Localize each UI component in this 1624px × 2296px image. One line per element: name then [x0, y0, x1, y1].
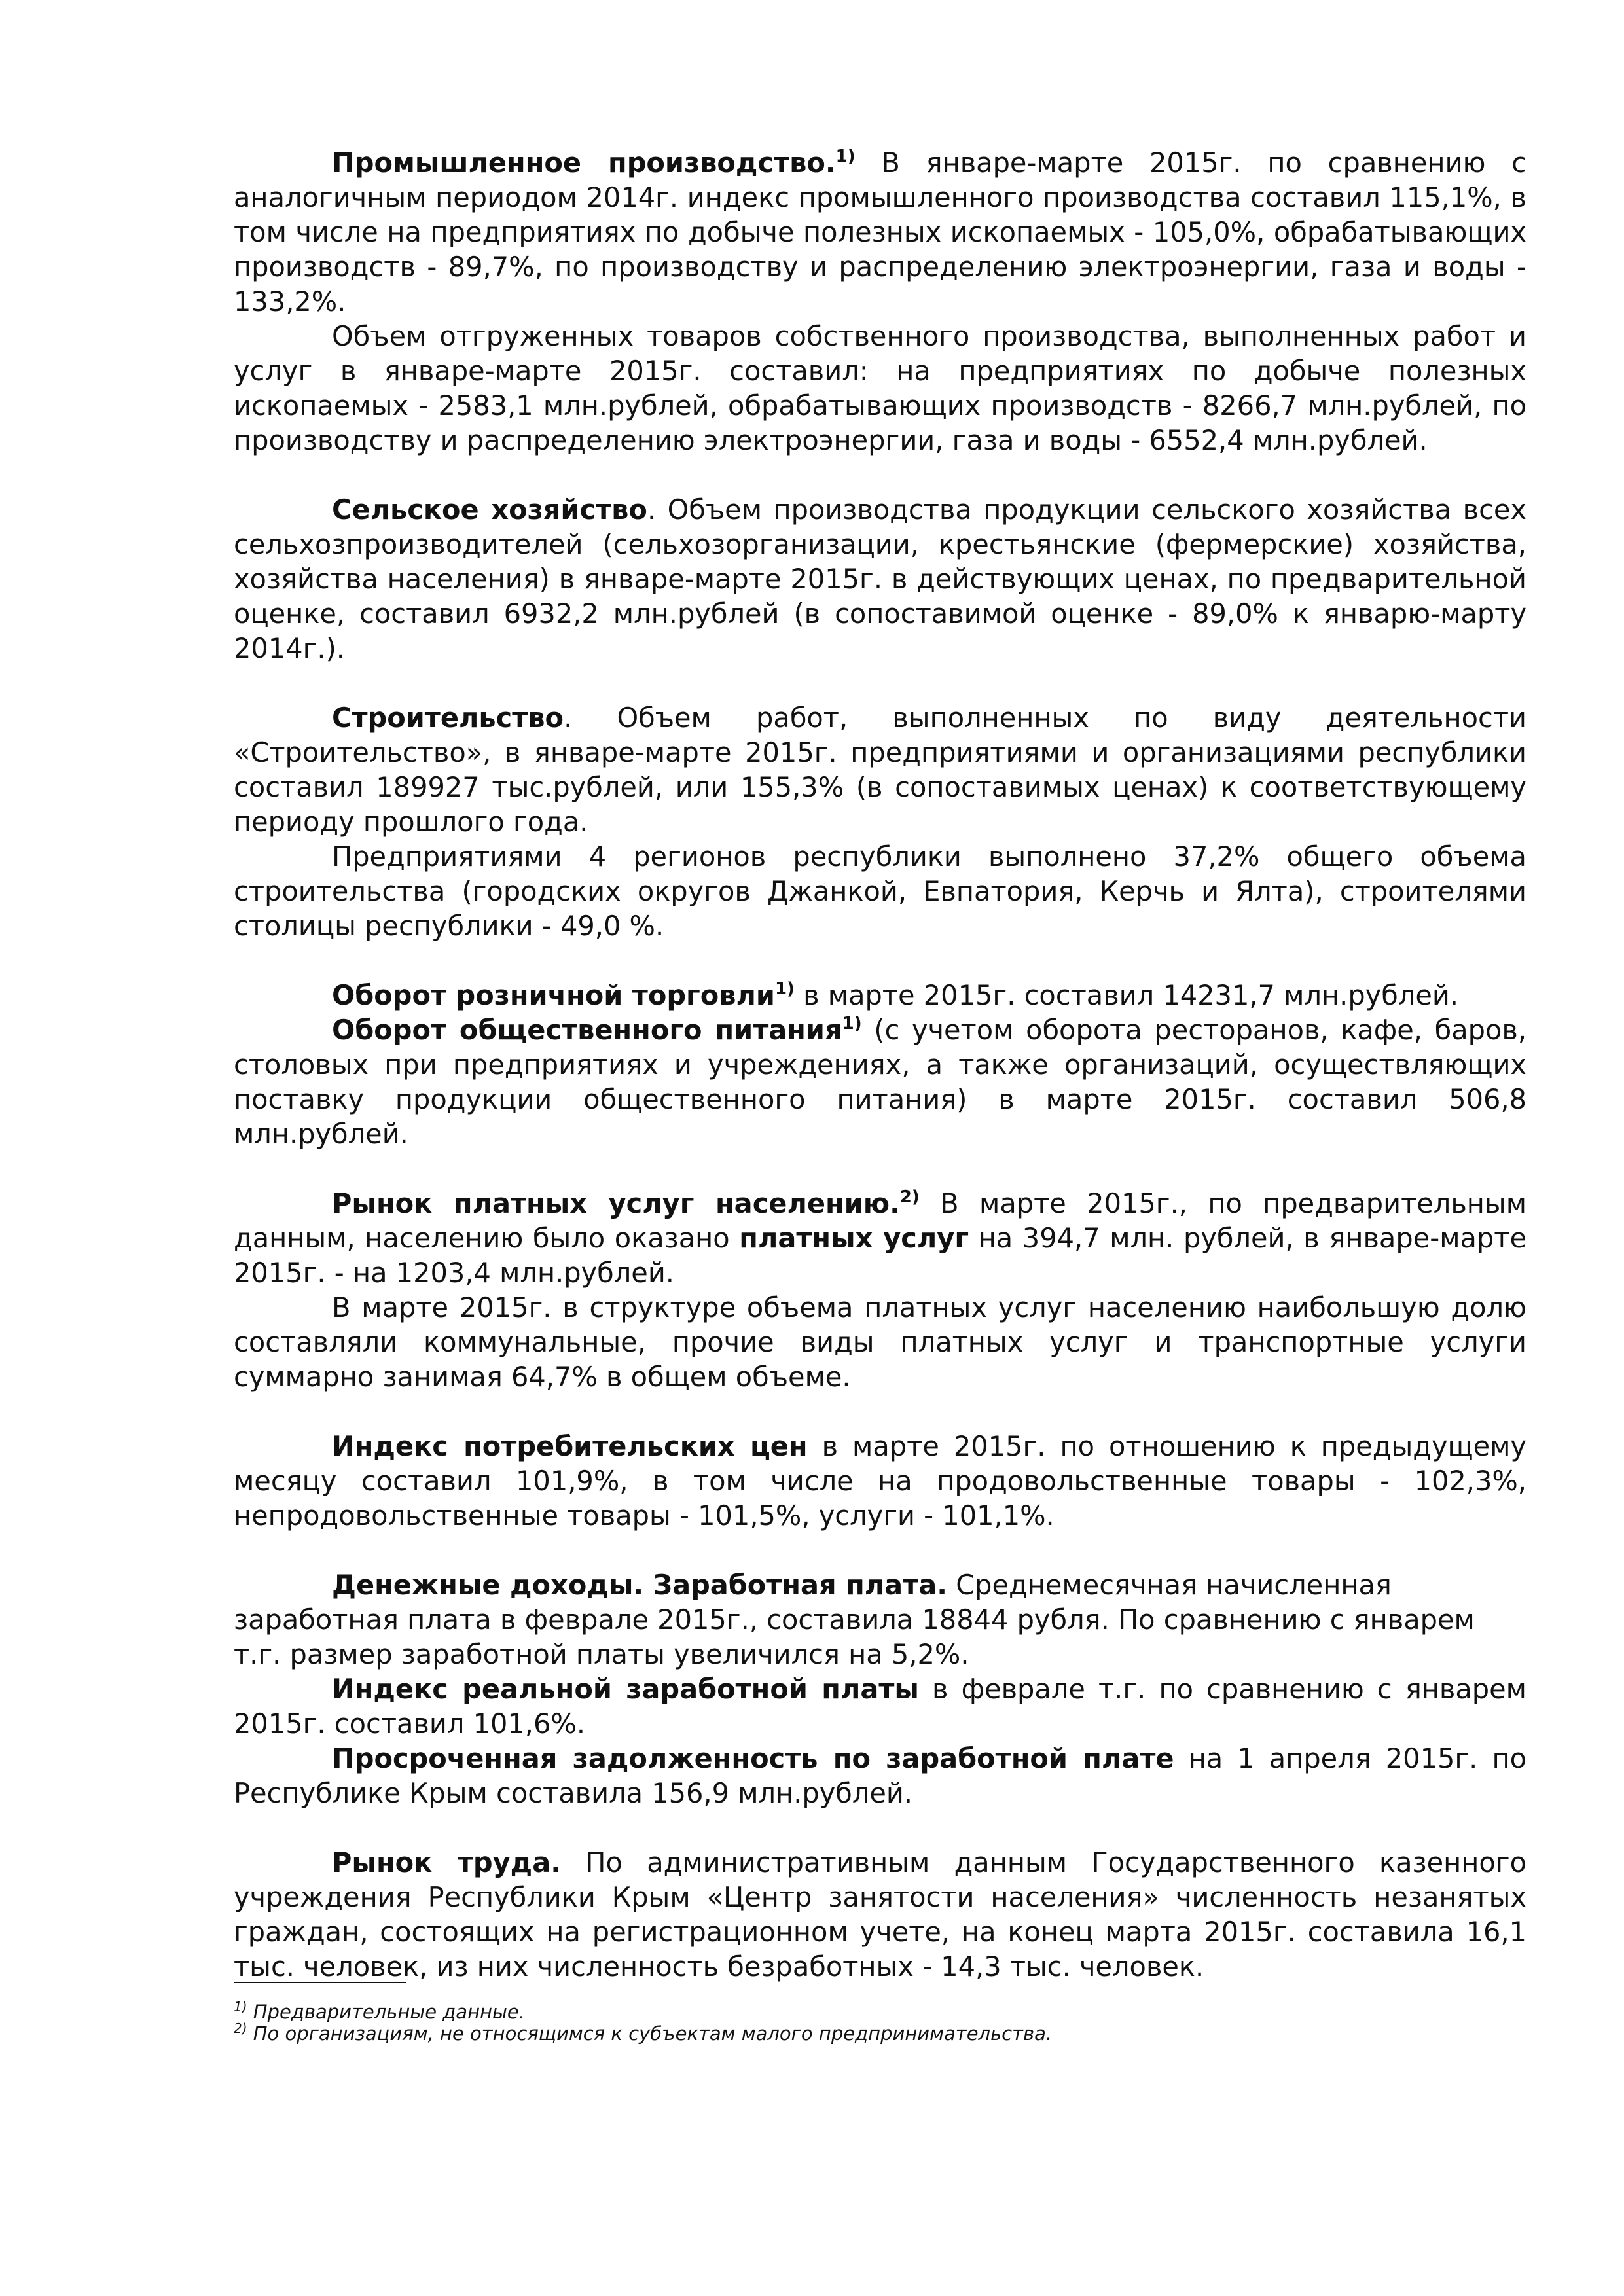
heading-wage-arrears: Просроченная задолженность по заработной плате [332, 1742, 1174, 1774]
footnote-2 [234, 2020, 1477, 2045]
paragraph-wage-arrears [234, 1741, 1526, 1810]
emphasis-paid-services: платных услуг [739, 1222, 969, 1254]
footnote-mark: 1) [234, 1999, 247, 2015]
paragraph-retail [234, 978, 1526, 1013]
document-body [234, 145, 1526, 1984]
footnote-text: Предварительные данные. [247, 2001, 525, 2023]
paragraph-labor-market [234, 1845, 1526, 1984]
footnote-ref: 1) [842, 1014, 862, 1033]
paragraph-text: в марте 2015г. составил 14231,7 млн.рублей. [794, 979, 1459, 1011]
paragraph-text: По административным данным Государственного казенного учреждения Республики Крым «Центр занятости населения» численность незанятых граждан, состоящих на регистрационном учете, на конец марта 2015г. составила 16,1 тыс. человек, из них численность безработных - 14,3 тыс. человек. [234, 1846, 1526, 1982]
paragraph-text: В марте 2015г. в структуре объема платных услуг населению наибольшую долю составляли коммунальные, прочие виды платных услуг и транспортные услуги суммарно занимая 64,7% в общем объеме. [234, 1291, 1526, 1393]
footnote-ref: 1) [835, 147, 856, 166]
heading-paid-services: Рынок платных услуг населению. [332, 1187, 900, 1219]
heading-cpi: Индекс потребительских цен [332, 1430, 808, 1462]
paragraph-income [234, 1568, 1526, 1672]
heading-construction: Строительство [332, 702, 564, 734]
heading-labor-market: Рынок труда. [332, 1846, 561, 1878]
paragraph-text: В марте 2015г., по предварительным данным, населению было оказано [234, 1187, 1527, 1254]
footnote-mark: 2) [234, 2020, 247, 2036]
paragraph-catering [234, 1013, 1526, 1151]
heading-agriculture: Сельское хозяйство [332, 493, 647, 526]
paragraph-text: в феврале т.г. по сравнению с январем 2015г. составил 101,6%. [234, 1673, 1526, 1740]
footnote-1 [234, 2001, 1477, 2023]
paragraph-text: Среднемесячная начисленная заработная плата в феврале 2015г., составила 18844 рубля. По сравнению с январем т.г. размер заработной платы увеличился на 5,2%. [234, 1569, 1475, 1670]
paragraph-text: . Объем работ, выполненных по виду деятельности «Строительство», в январе-марте 2015г. предприятиями и организациями республики составил 189927 тыс.рублей, или 155,3% (в сопоставимых ценах) к соответствующему периоду прошлого года. [234, 702, 1526, 838]
paragraph-industry [234, 145, 1526, 319]
paragraph-text: . Объем производства продукции сельского хозяйства всех сельхозпроизводителей (сельхозорганизации, крестьянские (фермерские) хозяйства, хозяйства населения) в январе-марте 2015г. в действующих ценах, по предварительной оценке, составил 6932,2 млн.рублей (в сопоставимой оценке - 89,0% к январю-марту 2014г.). [234, 493, 1527, 664]
heading-real-wage: Индекс реальной заработной платы [332, 1673, 919, 1705]
heading-retail: Оборот розничной торговли [332, 979, 775, 1011]
paragraph-services-structure [234, 1290, 1526, 1394]
paragraph-construction-regions [234, 839, 1526, 943]
heading-income: Денежные доходы. Заработная плата. [332, 1569, 947, 1601]
paragraph-text: на 1 апреля 2015г. по Республике Крым составила 156,9 млн.рублей. [234, 1742, 1526, 1809]
footnote-text: По организациям, не относящимся к субъектам малого предпринимательства. [247, 2022, 1053, 2045]
paragraph-shipped-goods [234, 319, 1526, 457]
paragraph-construction [234, 700, 1526, 839]
footnote-ref: 2) [899, 1187, 920, 1207]
paragraph-text: Объем отгруженных товаров собственного производства, выполненных работ и услуг в январе-марте 2015г. составил: на предприятиях по добыче полезных ископаемых - 2583,1 млн.рублей, обрабатывающих производств - 8266,7 млн.рублей, по производству и распределению электроэнергии, газа и воды - 6552,4 млн.рублей. [234, 320, 1526, 456]
paragraph-text: Предприятиями 4 регионов республики выполнено 37,2% общего объема строительства (городских округов Джанкой, Евпатория, Керчь и Ялта), строителями столицы республики - 49,0 %. [234, 840, 1526, 942]
heading-catering: Оборот общественного питания [332, 1014, 842, 1046]
footnote-ref: 1) [774, 979, 795, 999]
paragraph-paid-services [234, 1186, 1526, 1290]
paragraph-agriculture [234, 492, 1526, 666]
paragraph-real-wage [234, 1672, 1526, 1741]
footnote-separator [234, 1982, 406, 1983]
paragraph-text: В январе-марте 2015г. по сравнению с аналогичным периодом 2014г. индекс промышленного производства составил 115,1%, в том числе на предприятиях по добыче полезных ископаемых - 105,0%, обрабатывающих производств - 89,7%, по производству и распределению электроэнергии, газа и воды - 133,2%. [234, 147, 1526, 317]
paragraph-text: в марте 2015г. по отношению к предыдущему месяцу составил 101,9%, в том числе на продовольственные товары - 102,3%, непродовольственные товары - 101,5%, услуги - 101,1%. [234, 1430, 1526, 1532]
paragraph-text: на 394,7 млн. рублей, в январе-марте 2015г. - на 1203,4 млн.рублей. [234, 1222, 1526, 1289]
paragraph-cpi [234, 1429, 1526, 1533]
heading-industry: Промышленное производство. [332, 147, 836, 179]
paragraph-text: (с учетом оборота ресторанов, кафе, баров, столовых при предприятиях и учреждениях, а также организаций, осуществляющих поставку продукции общественного питания) в марте 2015г. составил 506,8 млн.рублей. [234, 1014, 1527, 1150]
